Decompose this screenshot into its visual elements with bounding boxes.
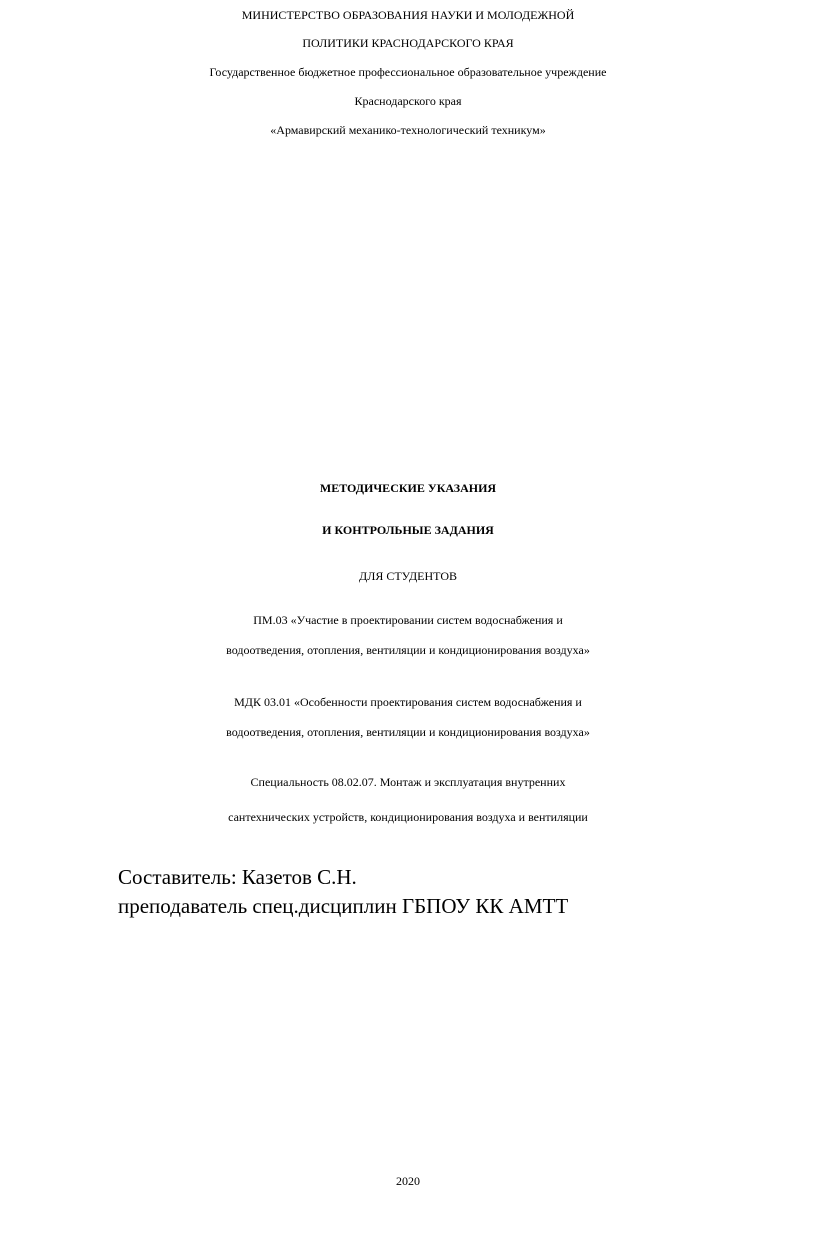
author-position: преподаватель спец.дисциплин ГБПОУ КК АМТТ (118, 894, 569, 918)
document-title-line-1: МЕТОДИЧЕСКИЕ УКАЗАНИЯ (319, 481, 497, 495)
institution-line-1: Государственное бюджетное профессиональное образовательное учреждение (209, 65, 607, 79)
document-title-line-2: И КОНТРОЛЬНЫЕ ЗАДАНИЯ (322, 523, 494, 537)
institution-line-3: «Армавирский механико-технологический техникум» (270, 123, 546, 137)
institution-line-2: Краснодарского края (354, 94, 462, 108)
mdk-line-1: МДК 03.01 «Особенности проектирования систем водоснабжения и (234, 695, 582, 709)
publication-year: 2020 (396, 1174, 420, 1188)
pm-line-1: ПМ.03 «Участие в проектировании систем водоснабжения и (253, 613, 563, 627)
specialty-line-2: сантехнических устройств, кондиционирования воздуха и вентиляции (228, 810, 588, 824)
pm-line-2: водоотведения, отопления, вентиляции и кондиционирования воздуха» (226, 643, 590, 657)
specialty-line-1: Специальность 08.02.07. Монтаж и эксплуатация внутренних (250, 775, 566, 789)
ministry-line-2: ПОЛИТИКИ КРАСНОДАРСКОГО КРАЯ (302, 36, 514, 50)
author-name: Составитель: Казетов С.Н. (118, 865, 357, 889)
ministry-line-1: МИНИСТЕРСТВО ОБРАЗОВАНИЯ НАУКИ И МОЛОДЕЖНОЙ (241, 8, 575, 22)
mdk-line-2: водоотведения, отопления, вентиляции и кондиционирования воздуха» (226, 725, 590, 739)
audience-label: ДЛЯ СТУДЕНТОВ (359, 569, 457, 583)
